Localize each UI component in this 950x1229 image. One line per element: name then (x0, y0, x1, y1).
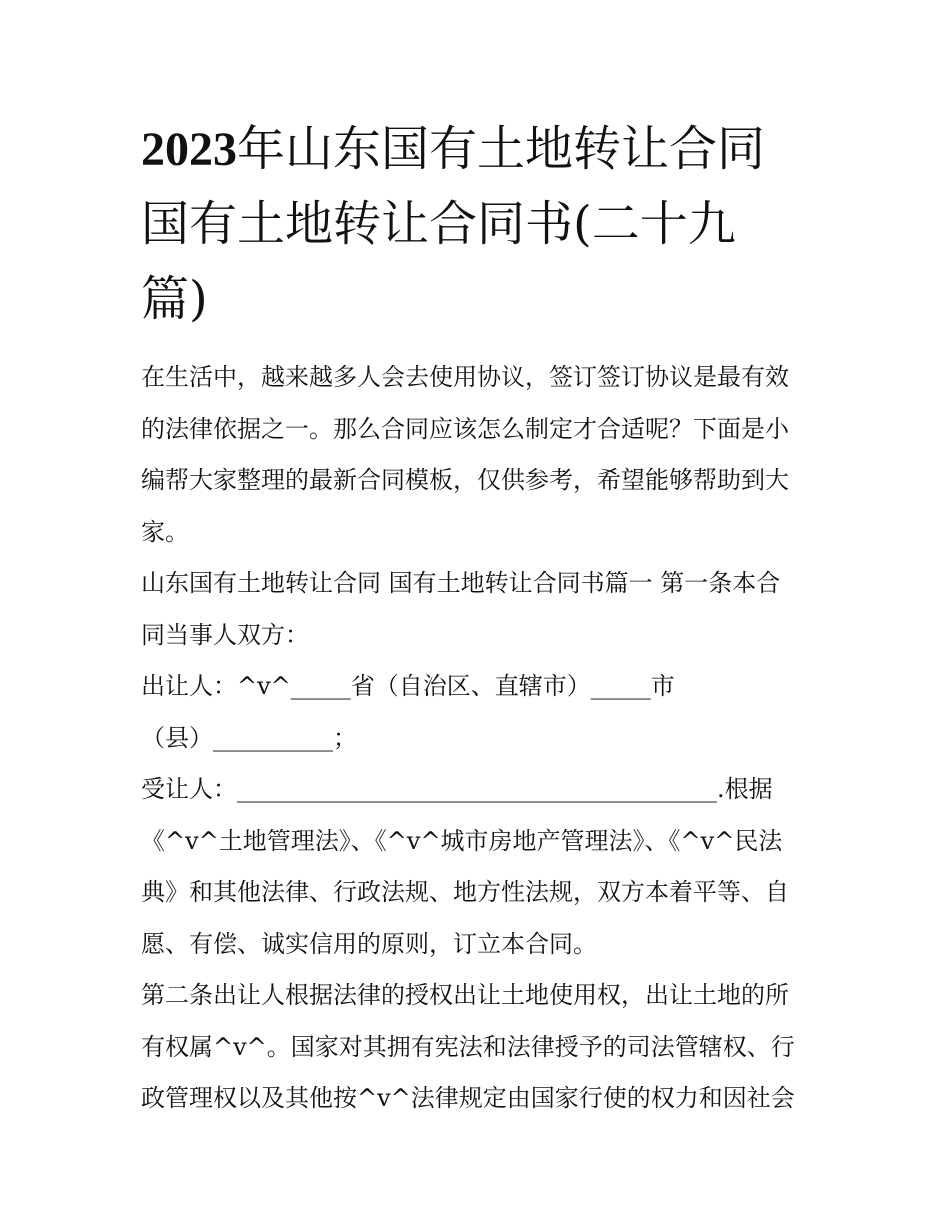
text-line: （县）__________； (141, 723, 357, 752)
text-line: 有权属^v^。国家对其拥有宪法和法律授予的司法管辖权、行 (141, 1032, 795, 1061)
transferor-paragraph (141, 661, 821, 764)
section-1-paragraph (141, 558, 821, 661)
text-line: 山东国有土地转让合同 国有土地转让合同书篇一 第一条本合 (141, 569, 781, 597)
text-line: 典》和其他法律、行政法规、地方性法规，双方本着平等、自 (141, 878, 789, 906)
text-line: 家。 (141, 517, 189, 546)
title-line-1-text: 年山东国有土地转让合同 (237, 121, 766, 177)
text-line: 《^v^土地管理法》、《^v^城市房地产管理法》、《^v^民法 (141, 826, 783, 855)
text-line: 出让人：^v^_____省（自治区、直辖市）_____市 (141, 672, 675, 700)
title-line-3: 篇) (141, 271, 208, 327)
text-line: 同当事人双方： (141, 620, 309, 649)
article-2-paragraph (141, 970, 821, 1125)
text-line: 愿、有偿、诚实信用的原则，订立本合同。 (141, 929, 597, 958)
document-title (141, 112, 821, 337)
text-line: 政管理权以及其他按^v^法律规定由国家行使的权力和因社会 (141, 1084, 795, 1112)
text-line: 的法律依据之一。那么合同应该怎么制定才合适呢？下面是小 (141, 414, 789, 443)
document-body (141, 352, 821, 1125)
title-year: 2023 (141, 123, 237, 176)
text-line: 第二条出让人根据法律的授权出让土地使用权，出让土地的所 (141, 981, 789, 1009)
transferee-paragraph (141, 764, 821, 970)
title-line-1 (141, 112, 821, 187)
text-line: 在生活中，越来越多人会去使用协议，签订签订协议是最有效 (141, 363, 789, 391)
intro-paragraph (141, 352, 821, 558)
text-line: 编帮大家整理的最新合同模板，仅供参考，希望能够帮助到大 (141, 466, 789, 494)
title-line-2: 国有土地转让合同书(二十九 (141, 196, 736, 252)
text-line: 受让人：________________________________________.根据 (141, 775, 773, 803)
